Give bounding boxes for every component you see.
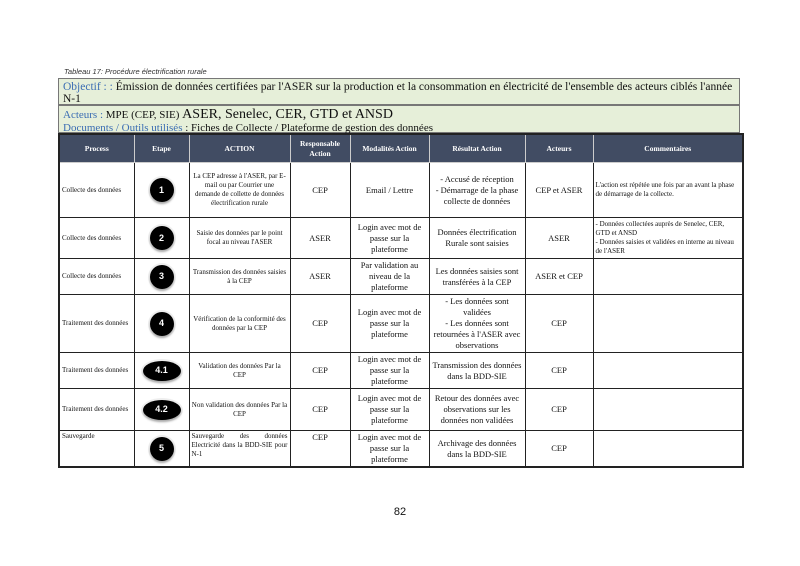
header-etape: Etape (134, 134, 189, 163)
cell-etape (134, 218, 189, 259)
cell-etape (134, 163, 189, 218)
cell-modal: Par validation au niveau de la plateforme (350, 259, 429, 295)
cell-acteurs: CEP (525, 389, 593, 431)
cell-process: Sauvegarde (59, 431, 134, 468)
cell-action: Validation des données Par la CEP (189, 353, 290, 389)
cell-acteurs: ASER et CEP (525, 259, 593, 295)
header-modalites: Modalités Action (350, 134, 429, 163)
header-action: ACTION (189, 134, 290, 163)
cell-process: Traitement des données (59, 353, 134, 389)
cell-comment (593, 389, 743, 431)
cell-etape (134, 295, 189, 353)
cell-process: Collecte des données (59, 163, 134, 218)
step-badge: 2 (150, 226, 174, 250)
cell-action: Saisie des données par le point focal au niveau l'ASER (189, 218, 290, 259)
cell-etape (134, 389, 189, 431)
table-row (59, 163, 743, 218)
header-acteurs: Acteurs (525, 134, 593, 163)
cell-process: Traitement des données (59, 295, 134, 353)
actors-big: ASER, Senelec, CER, GTD et ANSD (182, 107, 393, 122)
step-badge: 4.2 (143, 400, 181, 420)
table-row (59, 431, 743, 468)
step-badge: 3 (150, 265, 174, 289)
header-responsable: Responsable Action (290, 134, 350, 163)
cell-result: Archivage des données dans la BDD-SIE (429, 431, 525, 468)
cell-action: Transmission des données saisies à la CEP (189, 259, 290, 295)
cell-comment (593, 353, 743, 389)
procedure-table (58, 133, 744, 468)
objective-band (58, 78, 740, 105)
cell-etape (134, 353, 189, 389)
documents-label: Documents / Outils utilisés (63, 122, 183, 134)
cell-comment (593, 259, 743, 295)
cell-result: Les données saisies sont transférées à la CEP (429, 259, 525, 295)
cell-comment (593, 431, 743, 468)
header-resultat: Résultat Action (429, 134, 525, 163)
cell-result: Données électrification Rurale sont saisies (429, 218, 525, 259)
actors-label: Acteurs : (63, 109, 104, 121)
cell-modal: Login avec mot de passe sur la plateforme (350, 389, 429, 431)
cell-comment: L'action est répétée une fois par an avant la phase de démarrage de la collecte. (593, 163, 743, 218)
cell-acteurs: ASER (525, 218, 593, 259)
cell-modal: Email / Lettre (350, 163, 429, 218)
cell-resp: ASER (290, 218, 350, 259)
cell-comment (593, 295, 743, 353)
table-row (59, 259, 743, 295)
step-badge: 5 (150, 437, 174, 461)
header-commentaires: Commentaires (593, 134, 743, 163)
cell-process: Collecte des données (59, 218, 134, 259)
cell-modal: Login avec mot de passe sur la plateforme (350, 353, 429, 389)
table-row (59, 218, 743, 259)
cell-result: Retour des données avec observations sur les données non validées (429, 389, 525, 431)
cell-action: La CEP adresse à l'ASER, par E-mail ou par Courrier une demande de collette de données électrification rurale (189, 163, 290, 218)
cell-action: Vérification de la conformité des données par la CEP (189, 295, 290, 353)
cell-modal: Login avec mot de passe sur la plateforme (350, 218, 429, 259)
actors-band (58, 105, 740, 133)
cell-acteurs: CEP (525, 353, 593, 389)
table-row (59, 389, 743, 431)
cell-etape (134, 431, 189, 468)
cell-process: Traitement des données (59, 389, 134, 431)
header-process: Process (59, 134, 134, 163)
objective-text: Émission de données certifiées par l'ASER sur la production et la consommation en électricité de l'ensemble des acteurs ciblés l'année N-1 (63, 81, 733, 105)
table-caption: Tableau 17: Procédure électrification rurale (64, 67, 207, 76)
cell-resp: ASER (290, 259, 350, 295)
cell-modal: Login avec mot de passe sur la plateforme (350, 295, 429, 353)
table-row (59, 353, 743, 389)
cell-action: Sauvegarde des données Electricité dans la BDD-SIE pour N-1 (189, 431, 290, 468)
cell-result: - Accusé de réception - Démarrage de la phase collecte de données (429, 163, 525, 218)
cell-resp: CEP (290, 431, 350, 468)
cell-modal: Login avec mot de passe sur la plateforme (350, 431, 429, 468)
cell-acteurs: CEP et ASER (525, 163, 593, 218)
actors-small: MPE (CEP, SIE) (103, 109, 183, 121)
table-header-row (59, 134, 743, 163)
objective-label: Objectif : : (63, 81, 113, 93)
cell-resp: CEP (290, 163, 350, 218)
documents-text: : Fiches de Collecte / Plateforme de gestion des données (182, 122, 433, 134)
cell-resp: CEP (290, 295, 350, 353)
cell-result: - Les données sont validées - Les données sont retournées à l'ASER avec observations (429, 295, 525, 353)
step-badge: 1 (150, 178, 174, 202)
table-row (59, 295, 743, 353)
cell-acteurs: CEP (525, 295, 593, 353)
cell-comment: - Données collectées auprès de Senelec, CER, GTD et ANSD - Données saisies et validées en interne au niveau de l'ASER (593, 218, 743, 259)
step-badge: 4.1 (143, 361, 181, 381)
cell-resp: CEP (290, 353, 350, 389)
cell-process: Collecte des données (59, 259, 134, 295)
cell-result: Transmission des données dans la BDD-SIE (429, 353, 525, 389)
cell-etape (134, 259, 189, 295)
step-badge: 4 (150, 312, 174, 336)
cell-acteurs: CEP (525, 431, 593, 468)
cell-resp: CEP (290, 389, 350, 431)
cell-action: Non validation des données Par la CEP (189, 389, 290, 431)
page-number: 82 (393, 506, 407, 518)
